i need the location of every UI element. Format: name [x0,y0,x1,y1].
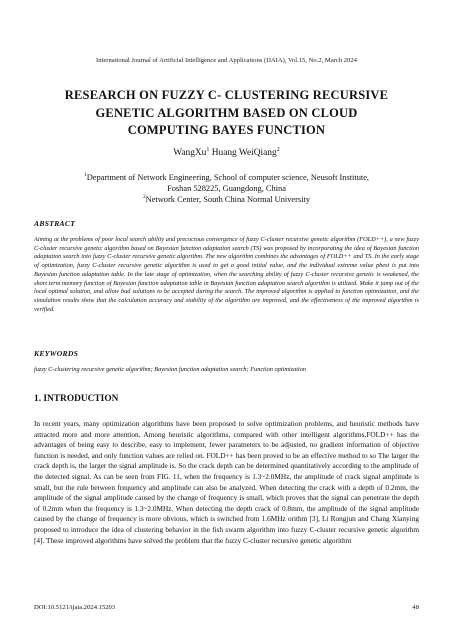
title-line-1: RESEARCH ON FUZZY C- CLUSTERING RECURSIVE [64,88,389,102]
introduction-heading: 1. INTRODUCTION [34,394,119,404]
introduction-text: In recent years, many optimization algorithms have been proposed to solve optimization problems, and heuristic methods have attracted more and more attention. Among heuristic algorithms, compared with other intelligent algorithms,FOLD++ has the advantages of being easy to describe, easy to implement, fewer parameters to be adjusted, no gradient information of objective function is needed, and only function values are relied on. FOLD++ has been proved to be an effective method to so The larger the crack depth is, the larger the signal amplitude is. So the crack depth can be determined quantitatively according to the amplitude of the detected signal. As can be seen from FIG. 11, when the frequency is 1.3~2.0MHz, the amplitude of crack signal amplitude is small, but the rule between frequency and amplitude can also be analyzed. When detecting the crack with a depth of 0.2mm, the amplitude of the signal amplitude caused by the change of frequency is small, which proves that the signal can penetrate the depth of 0.2mm when the frequency is 1.3~2.0MHz. When detecting the depth crack of 0.8mm, the amplitude of the signal amplitude caused by the change of frequency is more obvious, which is switched from 1.6MHz orithm [3], Li Rongjun and Chang Xianying proposed to introduce the idea of clustering behavior in the fish swarm algorithm into fuzzy C-cluster recursive genetic algorithm [4]. These improved algorithms have solved the problem that the fuzzy C-cluster recursive genetic algorithm [34,419,419,545]
affiliation-2-mark: 2 [142,194,146,201]
doi: DOI:10.5121/ijaia.2024.15203 [34,604,116,611]
affiliation-1-line-1 [40,172,413,183]
journal-header: International Journal of Artificial Intelligence and Applications (IJAIA), Vol.15, No.2, March 2024 [96,57,357,64]
affiliation-2-text: Network Center, South China Normal University [145,195,311,205]
affiliation-1-mark: 1 [83,172,87,179]
paper-title [40,87,413,140]
title-line-2: GENETIC ALGORITHM BASED ON CLOUD [95,105,358,120]
author-2: Huang WeiQiang [211,148,277,158]
affiliation-2 [40,194,413,205]
title-line-3: COMPUTING BAYES FUNCTION [127,123,326,137]
author-1-affil-mark: 1 [206,146,210,153]
abstract-heading: ABSTRACT [34,219,76,228]
keywords-text: fuzzy C-clustering recursive genetic algorithm; Bayesian function adaptation search; Function optimization [34,366,307,373]
abstract-text: Aiming at the problems of poor local search ability and precocious convergence of fuzzy C-cluster recursive genetic algorithm (FOLD++), a new fuzzy C-cluster recursive genetic algorithm based on Bayesian function adaptation search (TS) was proposed by incorporating the idea of Bayesian function adaptation search into fuzzy C-cluster recursive genetic algorithm. The new algorithm combines the advantages of FOLD++ and TS. In the early stage of optimization, fuzzy C-cluster recursive genetic algorithm is used to get a good initial value, and the individual extreme value pbest is put into Bayesian function adaptation table. In the late stage of optimization, when the searching ability of fuzzy C-cluster recursive genetic is weakened, the short term memory function of Bayesian function adaptation table in Bayesian function adaptation search algorithm is utilized. Make it jump out of the local optimal solution, and allow bad solutions to be accepted during the search. The improved algorithm is applied to function optimization, and the simulation results show that the calculation accuracy and stability of the algorithm are improved, and the effectiveness of the improved algorithm is verified. [34,236,419,313]
affiliation-1-line-2: Foshan 528225, Guangdong, China [167,184,286,194]
author-list [0,148,453,158]
author-2-affil-mark: 2 [276,146,280,153]
affiliation-1-text: Department of Network Engineering, School of computer science, Neusoft Institute, [86,173,370,182]
author-1: WangXu [173,148,207,158]
affiliations [40,172,413,206]
page-number: 48 [412,604,419,611]
keywords-heading: KEYWORDS [34,349,79,358]
